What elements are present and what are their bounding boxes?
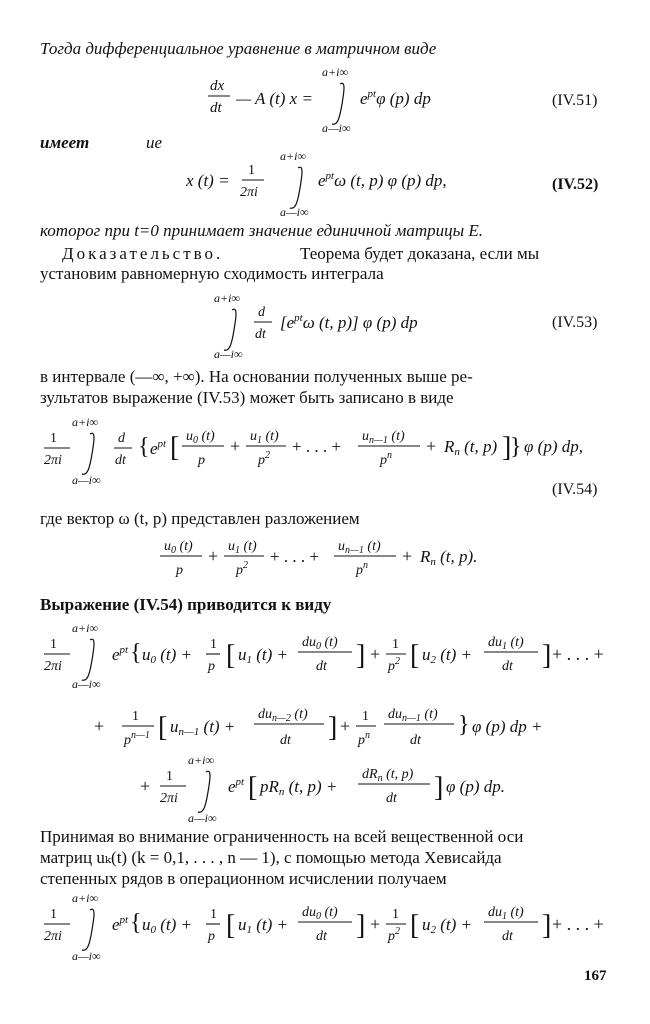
svg-text:a—i∞: a—i∞ xyxy=(188,811,217,825)
equation-iv-53 xyxy=(210,290,510,360)
text-line-4: Теорема будет доказана, если мы xyxy=(300,244,540,263)
svg-text:u2 (t) +: u2 (t) + xyxy=(422,645,473,666)
svg-text:1: 1 xyxy=(50,431,57,446)
d-numerator: d xyxy=(258,305,265,320)
svg-text:[: [ xyxy=(410,640,420,671)
svg-text:dt: dt xyxy=(316,929,327,944)
svg-text:pn: $p^n$ xyxy=(356,560,368,578)
svg-text:dt: dt xyxy=(502,659,513,674)
svg-text:1: 1 xyxy=(50,637,57,652)
svg-text:1: 1 xyxy=(50,907,57,922)
svg-text:p2: $p^2$ xyxy=(388,926,400,944)
svg-text:dt: dt xyxy=(410,733,421,748)
svg-text:+: + xyxy=(140,776,151,796)
svg-text:+ . . . +: + . . . + xyxy=(552,644,604,664)
svg-text:ept: $e^{pt}$ xyxy=(112,914,129,934)
f53-text: [$e^{pt}\omega$ (t, p)] φ (p) dp xyxy=(280,312,418,332)
omega-expansion xyxy=(158,532,518,588)
svg-text:dun—2 (t): $du_{n—2}$ (t) xyxy=(258,707,308,724)
svg-text:u2 (t) +: u2 (t) + xyxy=(422,915,473,936)
svg-text:1: 1 xyxy=(210,907,217,922)
text-line-3: которог при t=0 принимает значение единичной матрицы E. xyxy=(40,221,483,240)
svg-text:φ (p) dp,: φ (p) dp, xyxy=(524,437,583,456)
svg-text:pn—1: $p^{n—1}$ xyxy=(124,730,150,748)
text-line-9: Выражение (IV.54) приводится к виду xyxy=(40,595,332,614)
svg-text:+: + xyxy=(230,436,241,456)
two-pi-i-denominator: 2πi xyxy=(240,185,258,200)
svg-text:du0 (t): $du_0$ (t) xyxy=(302,905,338,922)
svg-text:pn: $p^n$ xyxy=(358,730,370,748)
svg-text:1: 1 xyxy=(210,637,217,652)
svg-text:a—i∞: a—i∞ xyxy=(72,677,101,691)
svg-text:un—1 (t): $u_{n—1}$ (t) xyxy=(362,429,405,446)
svg-text:[: [ xyxy=(410,910,420,941)
svg-text:[: [ xyxy=(248,772,258,803)
text-line-4-heading: Доказательство. xyxy=(62,244,224,263)
svg-text:+ . . . +: + . . . + xyxy=(292,437,341,456)
svg-text:du1 (t): $du_1$ (t) xyxy=(488,905,524,922)
svg-text:+: + xyxy=(94,716,105,736)
one-numerator: 1 xyxy=(248,163,255,178)
svg-text:du1 (t): $du_1$ (t) xyxy=(488,635,524,652)
svg-text:[: [ xyxy=(226,640,236,671)
dt-denominator: dt xyxy=(210,100,222,116)
svg-text:un—1 (t): $u_{n—1}$ (t) xyxy=(338,539,381,556)
svg-text:p2: $p^2$ xyxy=(236,560,248,578)
final-integral-expression xyxy=(40,890,620,962)
svg-text:]: ] xyxy=(542,910,552,941)
svg-text:a+i∞: a+i∞ xyxy=(188,753,214,767)
svg-text:[: [ xyxy=(226,910,236,941)
svg-text:p2: $p^2$ xyxy=(388,656,400,674)
text-line-5: установим равномерную сходимость интеграла xyxy=(40,264,384,283)
svg-text:dt: dt xyxy=(115,453,126,468)
upper-limit: a+i∞ xyxy=(280,149,306,163)
svg-text:a+i∞: a+i∞ xyxy=(72,891,98,905)
integral-sign xyxy=(82,433,94,474)
svg-text:2πi: 2πi xyxy=(44,453,62,468)
svg-text:2πi: 2πi xyxy=(160,791,178,806)
svg-text:ept: $e^{pt}$ xyxy=(150,438,167,458)
svg-text:p: p xyxy=(208,659,215,674)
dx-numerator: dx xyxy=(210,78,225,94)
f51-rhs-text: $e^{pt}\varphi$ (p) dp xyxy=(360,88,431,108)
svg-text:]: ] xyxy=(502,432,512,463)
svg-text:dt: dt xyxy=(316,659,327,674)
svg-text:dRn (t, p): $dR_n$ (t, p) xyxy=(362,767,414,784)
svg-text:}: } xyxy=(458,712,470,738)
svg-text:p: p xyxy=(176,563,183,578)
lower-limit: a—i∞ xyxy=(280,205,309,219)
svg-text:pRn (t, p) +: pRn (t, p) + xyxy=(260,777,338,798)
equation-iv-51 xyxy=(170,62,490,134)
svg-text:u1 (t): $u_1$ (t) xyxy=(228,539,257,556)
f52-rhs-text: $e^{pt}\omega$ (t, p) φ (p) dp, xyxy=(318,170,447,190)
text-line-12: степенных рядов в операционном исчислении получаем xyxy=(40,869,447,888)
svg-text:un—1 (t) +: un—1 (t) + xyxy=(170,717,236,738)
svg-text:+: + xyxy=(370,644,381,664)
svg-text:du0 (t): $du_0$ (t) xyxy=(302,635,338,652)
expanded-integral-line-2 xyxy=(70,700,590,760)
svg-text:]: ] xyxy=(356,910,366,941)
svg-text:]: ] xyxy=(542,640,552,671)
eq-label-iv-52: (IV.52) xyxy=(552,176,599,193)
svg-text:a—i∞: a—i∞ xyxy=(72,949,101,963)
integral-sign xyxy=(332,83,344,124)
svg-text:u0 (t): $u_0$ (t) xyxy=(164,539,193,556)
page-number: 167 xyxy=(584,968,607,984)
svg-text:+ . . . +: + . . . + xyxy=(270,547,319,566)
upper-limit: a+i∞ xyxy=(322,65,348,79)
expanded-integral-line-3 xyxy=(140,752,560,824)
svg-text:]: ] xyxy=(356,640,366,671)
integral-sign xyxy=(224,309,236,350)
svg-text:]: ] xyxy=(434,772,444,803)
eq-label-iv-51: (IV.51) xyxy=(552,92,598,109)
svg-text:p: p xyxy=(198,453,205,468)
svg-text:dt: dt xyxy=(502,929,513,944)
text-line-2-fragment: ие xyxy=(146,133,163,152)
svg-text:[: [ xyxy=(170,432,180,463)
svg-text:u0 (t) +: u0 (t) + xyxy=(142,645,193,666)
svg-text:ept: $e^{pt}$ xyxy=(228,776,245,796)
svg-text:+: + xyxy=(208,546,219,566)
svg-text:1: 1 xyxy=(362,709,369,724)
svg-text:a+i∞: a+i∞ xyxy=(72,415,98,429)
svg-text:p2: $p^2$ xyxy=(258,450,270,468)
eq-label-iv-54: (IV.54) xyxy=(552,481,598,498)
equation-iv-54 xyxy=(40,414,620,486)
svg-text:2πi: 2πi xyxy=(44,659,62,674)
svg-text:]: ] xyxy=(328,712,338,743)
svg-text:φ (p) dp.: φ (p) dp. xyxy=(446,777,505,796)
svg-text:+ . . . +: + . . . + xyxy=(552,914,604,934)
text-line-8: где вектор ω (t, p) представлен разложением xyxy=(40,509,360,528)
svg-text:ept: $e^{pt}$ xyxy=(112,644,129,664)
text-line-7: зультатов выражение (IV.53) может быть записано в виде xyxy=(40,388,454,407)
svg-text:dun—1 (t): $du_{n—1}$ (t) xyxy=(388,707,438,724)
text-line-6: в интервале (—∞, +∞). На основании полученных выше ре- xyxy=(40,367,473,386)
svg-text:Rn (t, p): Rn (t, p) xyxy=(444,437,498,458)
svg-text:φ (p) dp +: φ (p) dp + xyxy=(472,717,543,736)
upper-limit: a+i∞ xyxy=(214,291,240,305)
svg-text:a+i∞: a+i∞ xyxy=(72,621,98,635)
svg-text:1: 1 xyxy=(166,769,173,784)
svg-text:d: d xyxy=(118,431,125,446)
svg-text:{: { xyxy=(130,910,142,936)
svg-text:+: + xyxy=(340,716,351,736)
svg-text:2πi: 2πi xyxy=(44,929,62,944)
text-line-11: матриц uₖ(t) (k = 0,1, . . . , n — 1), с помощью метода Хевисайда xyxy=(40,848,502,867)
equation-iv-52 xyxy=(180,146,520,218)
svg-text:p: p xyxy=(208,929,215,944)
svg-text:+: + xyxy=(370,914,381,934)
dt-denominator: dt xyxy=(255,327,266,342)
integral-sign xyxy=(290,167,302,208)
svg-text:{: { xyxy=(130,640,142,666)
f51-lhs-text: — A (t) x = xyxy=(236,89,313,108)
svg-text:1: 1 xyxy=(392,637,399,652)
svg-text:}: } xyxy=(510,434,522,460)
svg-text:dt: dt xyxy=(386,791,397,806)
svg-text:+: + xyxy=(426,436,437,456)
text-line-2: имеет xyxy=(40,133,90,152)
svg-text:u0 (t) +: u0 (t) + xyxy=(142,915,193,936)
svg-text:[: [ xyxy=(158,712,168,743)
lower-limit: a—i∞ xyxy=(214,347,243,361)
svg-text:u1 (t): $u_1$ (t) xyxy=(250,429,279,446)
lower-limit: a—i∞ xyxy=(322,121,351,135)
text-line-1: Тогда дифференциальное уравнение в матричном виде xyxy=(40,39,437,58)
text-line-10: Принимая во внимание ограниченность на всей вещественной оси xyxy=(40,827,524,846)
svg-text:u1 (t) +: u1 (t) + xyxy=(238,645,289,666)
svg-text:dt: dt xyxy=(280,733,291,748)
svg-text:Rn (t, p).: Rn (t, p). xyxy=(420,547,478,568)
svg-text:+: + xyxy=(402,546,413,566)
f52-lhs-text: x (t) = xyxy=(186,171,230,190)
expanded-integral-line-1 xyxy=(40,620,620,690)
svg-text:u1 (t) +: u1 (t) + xyxy=(238,915,289,936)
svg-text:1: 1 xyxy=(392,907,399,922)
eq-label-iv-53: (IV.53) xyxy=(552,314,598,331)
svg-text:{: { xyxy=(138,434,150,460)
svg-text:a—i∞: a—i∞ xyxy=(72,473,101,487)
svg-text:u0 (t): $u_0$ (t) xyxy=(186,429,215,446)
svg-text:pn: $p^n$ xyxy=(380,450,392,468)
svg-text:1: 1 xyxy=(132,709,139,724)
